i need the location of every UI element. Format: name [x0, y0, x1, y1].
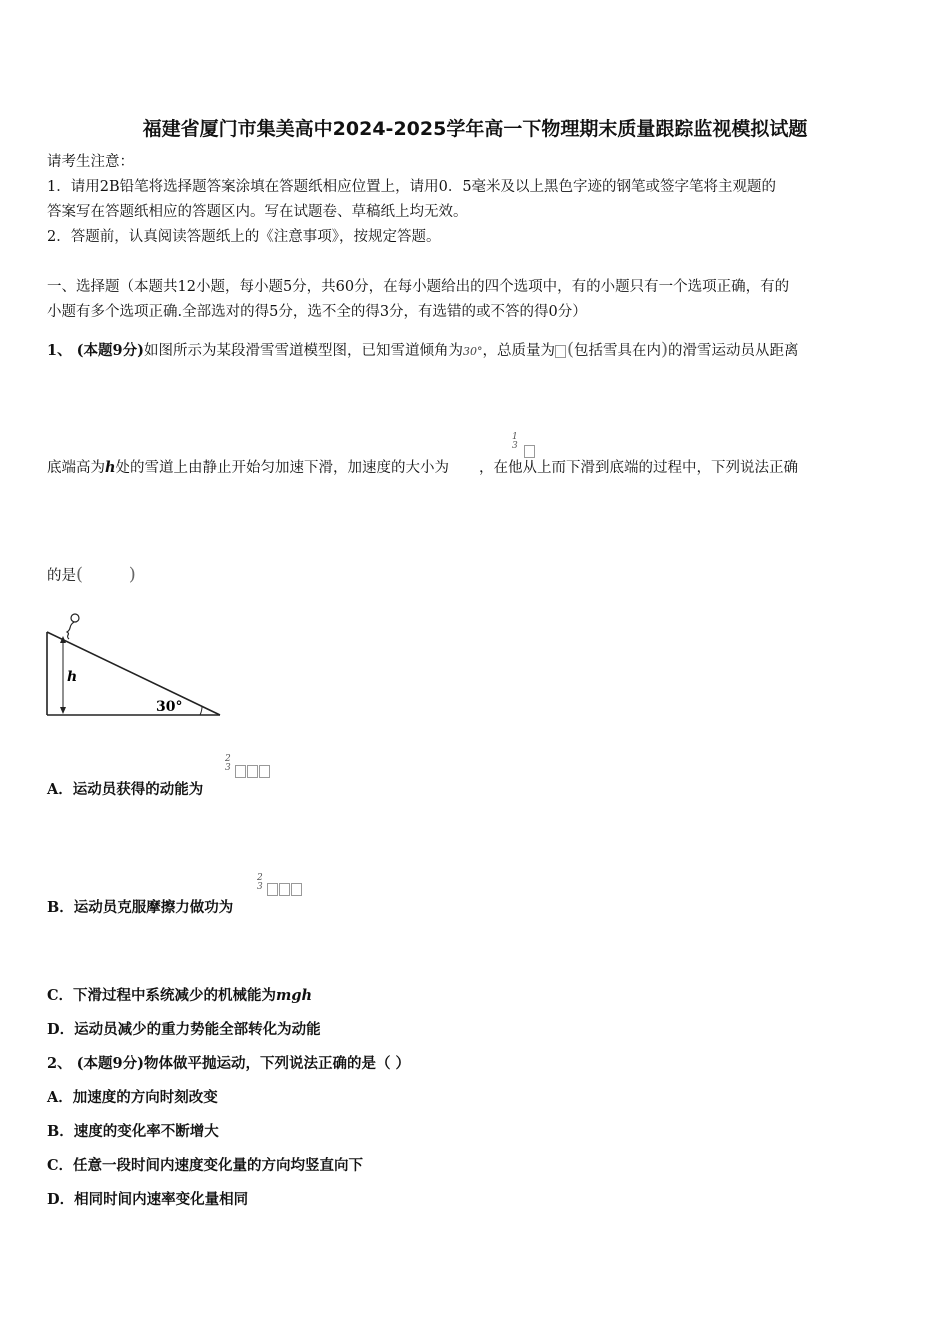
q1-option-c: C．下滑过程中系统减少的机械能为mgh [47, 987, 313, 1004]
accel-unit-placeholder-icon [524, 441, 536, 460]
q1-text-part2: ，总质量为 [482, 343, 555, 359]
left-paren-icon: ( [566, 339, 574, 360]
right-paren-icon: ) [660, 339, 669, 360]
accel-fraction [512, 433, 518, 451]
notice-heading: 请考生注意： [47, 154, 134, 170]
answer-paren-icon: ( ) [76, 564, 136, 585]
skier-icon [67, 614, 79, 639]
q1-prefix: 1、 (本题9分) [47, 342, 144, 359]
q1-line2c: ，在他从上而下滑到底端的过程中，下列说法正确 [479, 460, 799, 476]
accel-denominator: 3 [512, 441, 518, 451]
accel-numerator: 1 [512, 432, 518, 442]
q2-option-b: B．速度的变化率不断增大 [47, 1123, 219, 1140]
notice-line-1b: 答案写在答题纸相应的答题区内。写在试题卷、草稿纸上均无效。 [47, 204, 468, 220]
q1-option-b: B．运动员克服摩擦力做功为 [47, 899, 234, 916]
section-heading-line-1: 一、选择题（本题共12小题，每小题5分，共60分，在每小题给出的四个选项中，有的小题只有一个选项正确，有的 [47, 279, 790, 295]
q1-text-part4: 的滑雪运动员从距离 [668, 343, 799, 359]
q2-stem: 2、 (本题9分)物体做平抛运动，下列说法正确的是（ ） [47, 1055, 410, 1072]
option-b-fraction: 2 3 [257, 873, 263, 892]
angle-label: 30° [156, 699, 183, 715]
q1-stem-line-1 [47, 340, 799, 362]
q1-line3: 的是 [47, 568, 76, 584]
q1-stem-line-3 [47, 565, 136, 586]
q1-stem-line-2 [47, 458, 798, 478]
angle-arc-icon [200, 706, 202, 715]
option-a-fraction: 2 3 [225, 754, 231, 773]
mass-placeholder-icon [555, 345, 566, 358]
arrow-head-down-icon [60, 707, 66, 714]
option-b-placeholder-icon [267, 879, 303, 898]
section-heading-line-2: 小题有多个选项正确.全部选对的得5分，选不全的得3分，有选错的或不答的得0分） [47, 304, 587, 320]
height-label: h [67, 669, 78, 685]
q1-h: h [105, 459, 116, 476]
q1-option-a: A．运动员获得的动能为 [47, 781, 204, 798]
option-a-placeholder-icon [235, 761, 271, 780]
slope-figure [40, 608, 230, 723]
q2-option-a: A．加速度的方向时刻改变 [47, 1089, 218, 1106]
q1-line2a: 底端高为 [47, 460, 105, 476]
q1-text-part3: 包括雪具在内 [573, 343, 661, 359]
q2-option-d: D．相同时间内速率变化量相同 [47, 1191, 249, 1208]
q1-line2b: 处的雪道上由静止开始匀加速下滑，加速度的大小为 [115, 460, 450, 476]
q1-option-d: D．运动员减少的重力势能全部转化为动能 [47, 1021, 321, 1038]
q2-option-c: C．任意一段时间内速度变化量的方向均竖直向下 [47, 1157, 364, 1174]
page-title: 福建省厦门市集美高中2024-2025学年高一下物理期末质量跟踪监视模拟试题 [142, 118, 808, 140]
q1-angle: 30° [462, 345, 483, 358]
notice-line-2: 2．答题前，认真阅读答题纸上的《注意事项》，按规定答题。 [47, 229, 441, 245]
notice-line-1a: 1．请用2B铅笔将选择题答案涂填在答题纸相应位置上，请用0．5毫米及以上黑色字迹的钢笔或签字笔将主观题的 [47, 179, 777, 195]
q1-text-part1: 如图所示为某段滑雪雪道模型图，已知雪道倾角为 [143, 343, 463, 359]
